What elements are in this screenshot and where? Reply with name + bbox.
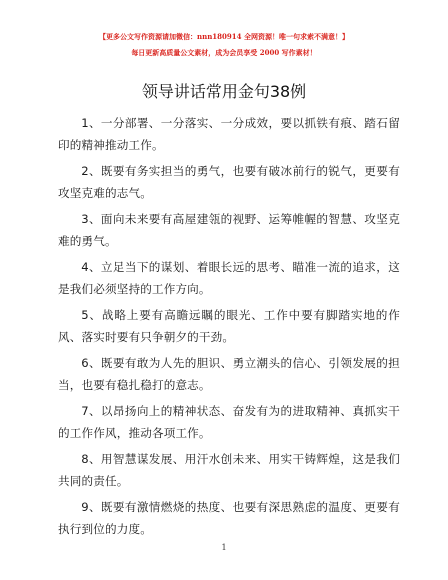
quote-item: 1、一分部署、一分落实、一分成效，要以抓铁有痕、踏石留印的精神推动工作。	[58, 116, 400, 152]
quote-item: 2、既要有务实担当的勇气，也要有破冰前行的锐气，更要有攻坚克难的志气。	[58, 164, 400, 200]
quote-list	[58, 112, 400, 544]
promo-banner-line-1: 【更多公文写作资源请加微信：nnn180914 全网资源！唯一句求索不满意！】	[99, 32, 349, 41]
quote-item: 5、战略上要有高瞻远瞩的眼光、工作中要有脚踏实地的作风、落实时要有只争朝夕的干劲。	[58, 308, 400, 344]
document-title: 领导讲话常用金句38例	[141, 82, 307, 101]
promo-banner-line-2: 每日更新高质量公文素材，成为会员享受 2000 写作素材！	[131, 48, 317, 57]
quote-item: 8、用智慧谋发展、用汗水创未来、用实干铸辉煌，这是我们共同的责任。	[58, 452, 400, 488]
page-number: 1	[221, 543, 227, 552]
quote-item: 9、既要有激情燃烧的热度、也要有深思熟虑的温度、更要有执行到位的力度。	[58, 500, 400, 536]
quote-item: 7、以昂扬向上的精神状态、奋发有为的进取精神、真抓实干的工作作风，推动各项工作。	[58, 404, 400, 440]
quote-item: 4、立足当下的谋划、着眼长远的思考、瞄准一流的追求，这是我们必须坚持的工作方向。	[58, 260, 400, 296]
quote-item: 6、既要有敢为人先的胆识、勇立潮头的信心、引领发展的担当，也要有稳扎稳打的意志。	[58, 356, 400, 392]
quote-item: 3、面向未来要有高屋建瓴的视野、运筹帷幄的智慧、攻坚克难的勇气。	[58, 212, 400, 248]
